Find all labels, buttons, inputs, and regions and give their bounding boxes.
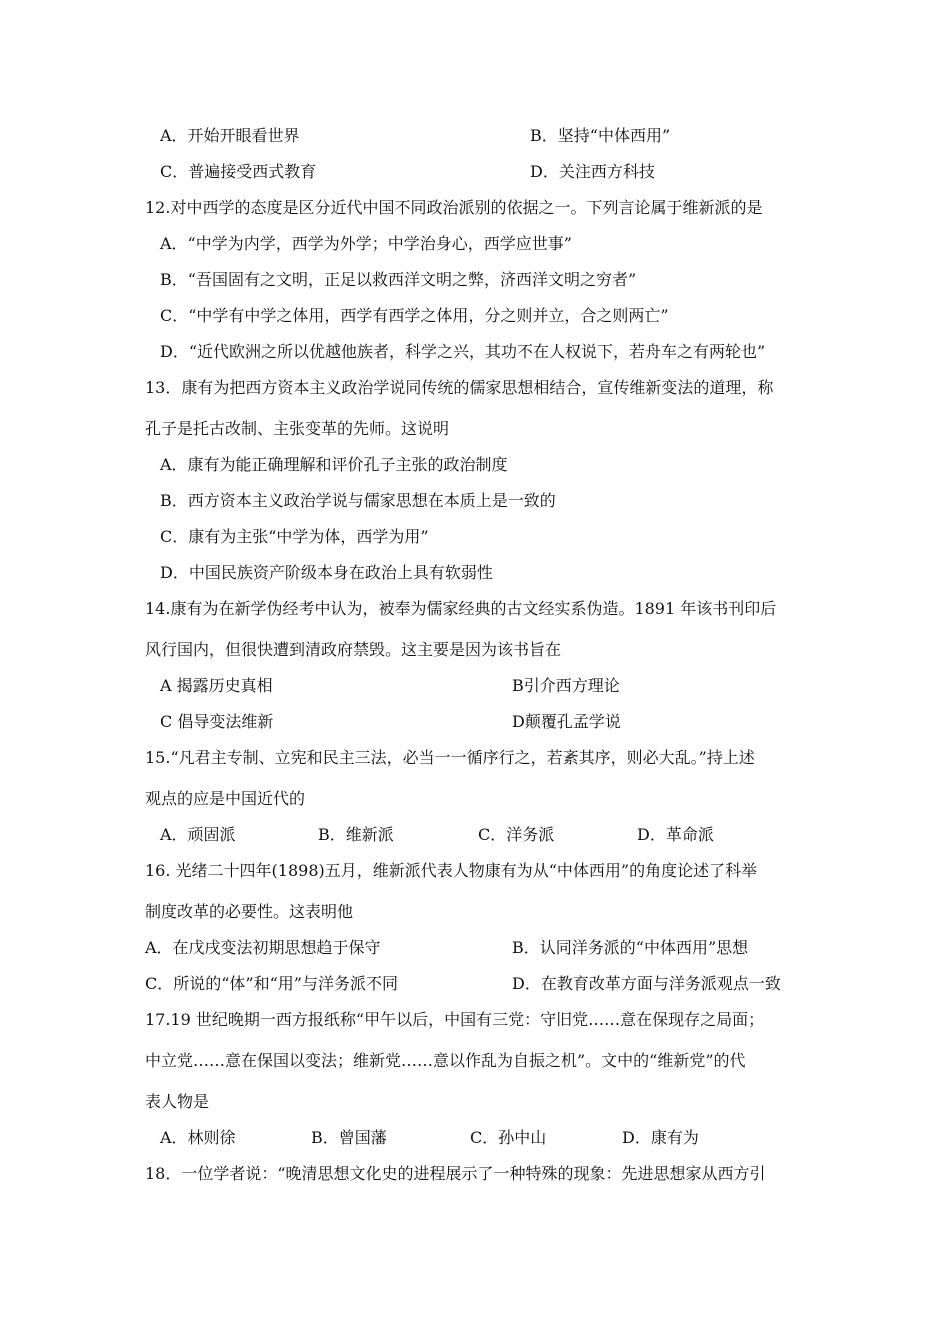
q14-option-c: C 倡导变法维新 bbox=[160, 712, 274, 731]
q18-stem-line1: 18．一位学者说：“晚清思想文化史的进程展示了一种特殊的现象：先进思想家从西方引 bbox=[145, 1164, 766, 1183]
q11-option-d: D．关注西方科技 bbox=[530, 162, 655, 181]
q12-option-b: B．“吾国固有之文明，正足以救西洋文明之弊，济西洋文明之穷者” bbox=[160, 270, 637, 289]
q15-stem-line2: 观点的应是中国近代的 bbox=[145, 789, 306, 808]
q15-option-c: C．洋务派 bbox=[478, 825, 555, 844]
q12-option-d: D．“近代欧洲之所以优越他族者，科学之兴，其功不在人权说下，若舟车之有两轮也” bbox=[160, 342, 766, 361]
q12-stem: 12.对中西学的态度是区分近代中国不同政治派别的依据之一。下列言论属于维新派的是 bbox=[145, 198, 763, 217]
q14-option-d: D颠覆孔孟学说 bbox=[512, 712, 621, 731]
q14-option-a: A 揭露历史真相 bbox=[160, 676, 273, 695]
q15-option-d: D．革命派 bbox=[637, 825, 714, 844]
q13-option-b: B．西方资本主义政治学说与儒家思想在本质上是一致的 bbox=[160, 491, 556, 510]
q13-stem-line2: 孔子是托古改制、主张变革的先师。这说明 bbox=[145, 419, 450, 438]
q16-stem-line1: 16. 光绪二十四年(1898)五月，维新派代表人物康有为从“中体西用”的角度论述了科举 bbox=[145, 861, 758, 880]
q11-option-b: B．坚持“中体西用” bbox=[530, 126, 671, 145]
q14-stem-line2: 风行国内，但很快遭到清政府禁毁。这主要是因为该书旨在 bbox=[145, 640, 562, 659]
q17-stem-line1: 17.19 世纪晚期一西方报纸称“甲午以后，中国有三党：守旧党……意在保现存之局面； bbox=[145, 1010, 765, 1029]
q14-stem-line1: 14.康有为在新学伪经考中认为，被奉为儒家经典的古文经实系伪造。1891 年该书刊印后 bbox=[145, 599, 777, 618]
q16-stem-line2: 制度改革的必要性。这表明他 bbox=[145, 902, 354, 921]
q11-option-c: C．普遍接受西式教育 bbox=[160, 162, 317, 181]
q13-option-d: D．中国民族资产阶级本身在政治上具有软弱性 bbox=[160, 563, 493, 582]
q17-stem-line3: 表人物是 bbox=[145, 1092, 210, 1111]
q13-stem-line1: 13．康有为把西方资本主义政治学说同传统的儒家思想相结合，宣传维新变法的道理，称 bbox=[145, 378, 774, 397]
q12-option-a: A．“中学为内学，西学为外学；中学治身心，西学应世事” bbox=[160, 234, 572, 253]
q13-option-c: C．康有为主张“中学为体，西学为用” bbox=[160, 527, 429, 546]
q17-option-c: C．孙中山 bbox=[470, 1128, 547, 1147]
q16-option-c: C．所说的“体”和“用”与洋务派不同 bbox=[145, 974, 398, 993]
q14-option-b: B引介西方理论 bbox=[512, 676, 620, 695]
q16-option-b: B．认同洋务派的“中体西用”思想 bbox=[512, 938, 749, 957]
q15-stem-line1: 15.“凡君主专制、立宪和民主三法，必当一一循序行之，若紊其序，则必大乱。”持上述 bbox=[145, 748, 755, 767]
q12-option-c: C．“中学有中学之体用，西学有西学之体用，分之则并立，合之则两亡” bbox=[160, 306, 669, 325]
q15-option-b: B．维新派 bbox=[318, 825, 394, 844]
q13-option-a: A．康有为能正确理解和评价孔子主张的政治制度 bbox=[160, 455, 508, 474]
q15-option-a: A．顽固派 bbox=[160, 825, 236, 844]
q17-option-d: D．康有为 bbox=[622, 1128, 699, 1147]
q17-option-b: B．曾国藩 bbox=[311, 1128, 387, 1147]
q16-option-a: A．在戊戌变法初期思想趋于保守 bbox=[145, 938, 381, 957]
q17-option-a: A．林则徐 bbox=[160, 1128, 236, 1147]
q16-option-d: D．在教育改革方面与洋务派观点一致 bbox=[512, 974, 781, 993]
q17-stem-line2: 中立党……意在保国以变法；维新党……意以作乱为自振之机”。文中的“维新党”的代 bbox=[145, 1051, 746, 1070]
q11-option-a: A．开始开眼看世界 bbox=[160, 126, 300, 145]
